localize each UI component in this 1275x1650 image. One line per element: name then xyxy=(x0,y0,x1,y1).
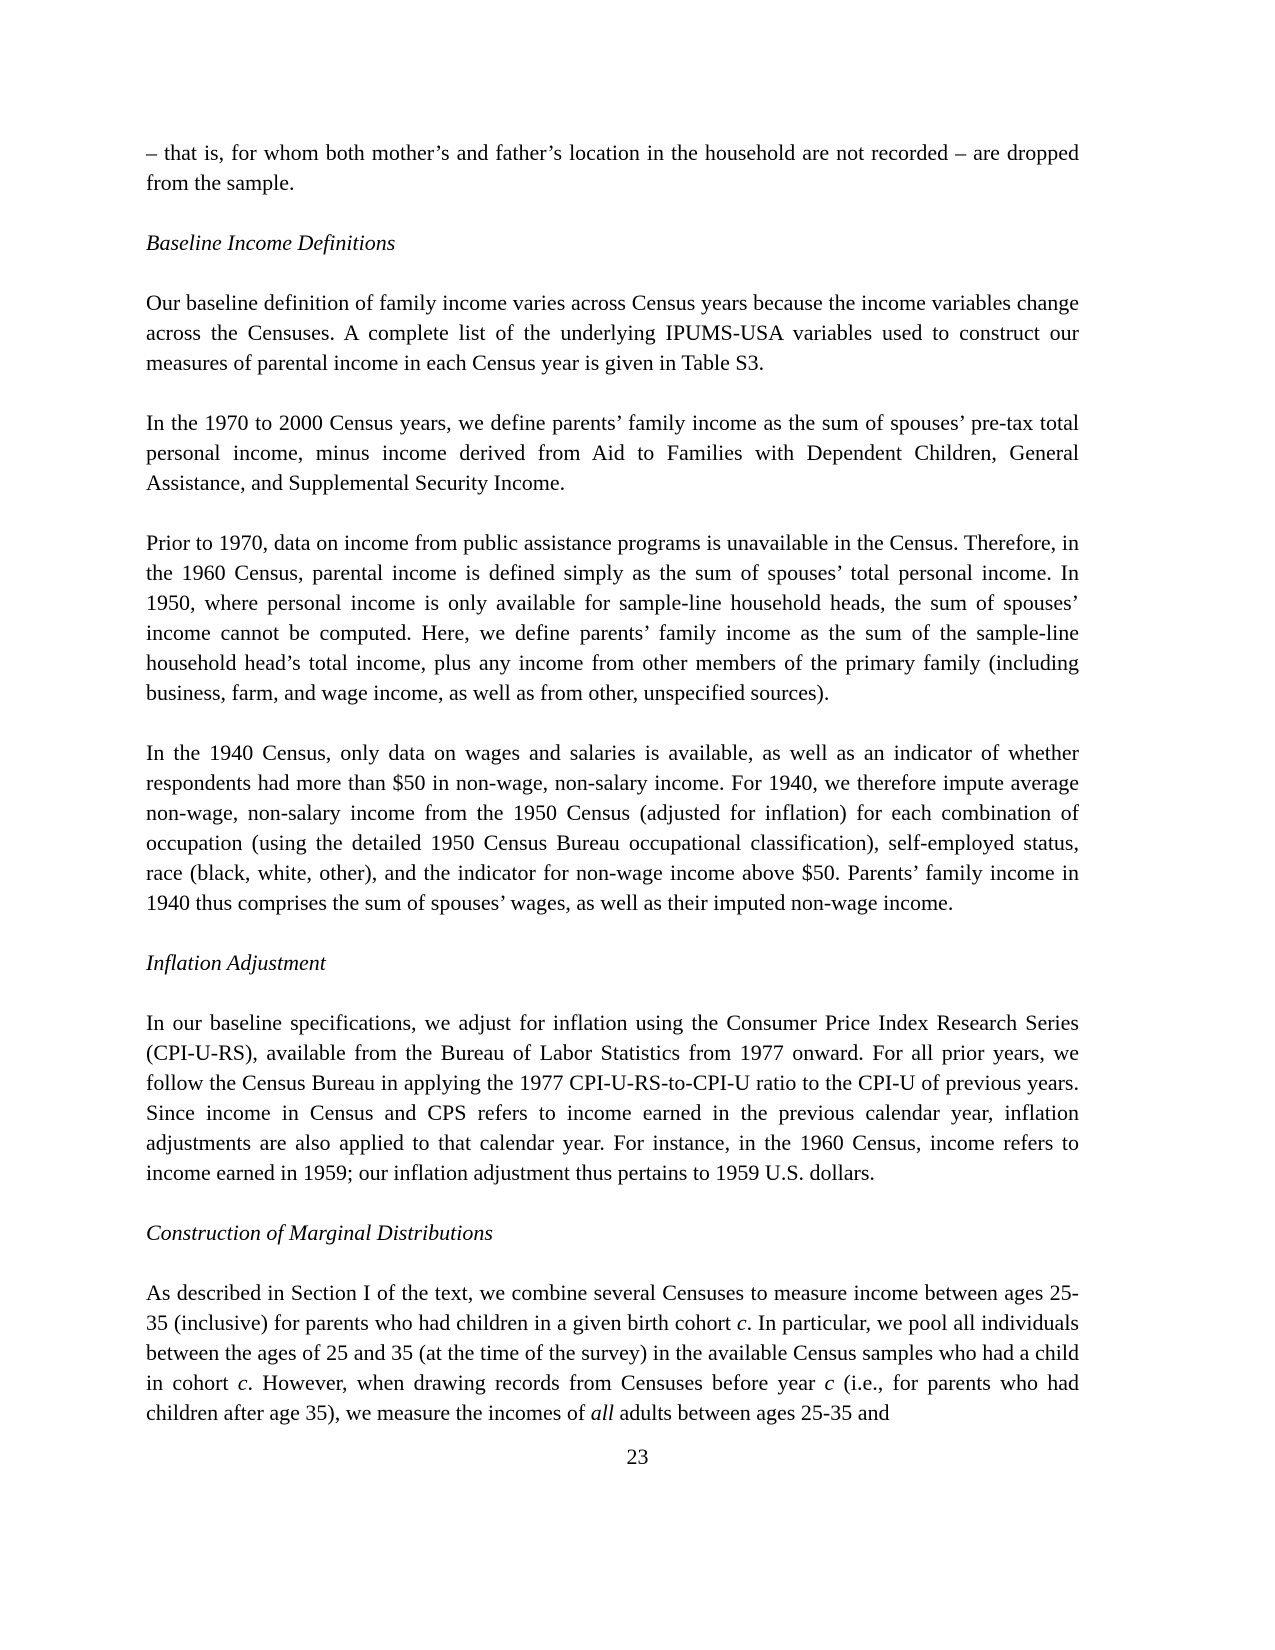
paragraph xyxy=(146,528,1079,708)
text-segment: Prior to 1970, data on income from public assistance programs is unavailable in the Census. Therefore, in the 1960 Census, parental income is defined simply as the sum of spouses’ total personal income. In 1950, where personal income is only available for sample-line household heads, the sum of spouses’ income cannot be computed. Here, we define parents’ family income as the sum of the sample-line household head’s total income, plus any income from other members of the primary family (including business, farm, and wage income, as well as from other, unspecified sources). xyxy=(146,530,1079,705)
text-segment: In the 1940 Census, only data on wages and salaries is available, as well as an indicator of whether respondents had more than $50 in non-wage, non-salary income. For 1940, we therefore impute average non-wage, non-salary income from the 1950 Census (adjusted for inflation) for each combination of occupation (using the detailed 1950 Census Bureau occupational classification), self-employed status, race (black, white, other), and the indicator for non-wage income above $50. Parents’ family income in 1940 thus comprises the sum of spouses’ wages, as well as their imputed non-wage income. xyxy=(146,740,1079,915)
italic-text: c xyxy=(736,1310,747,1335)
section-heading xyxy=(146,1218,1079,1248)
italic-text: c xyxy=(237,1370,248,1395)
text-segment: – that is, for whom both mother’s and father’s location in the household are not recorded – are dropped from the sample. xyxy=(146,140,1079,195)
text-segment: In the 1970 to 2000 Census years, we define parents’ family income as the sum of spouses’ pre-tax total personal income, minus income derived from Aid to Families with Dependent Children, General Assistance, and Supplemental Security Income. xyxy=(146,410,1079,495)
paragraph xyxy=(146,1008,1079,1188)
italic-text: c xyxy=(824,1370,835,1395)
text-segment: Construction of Marginal Distributions xyxy=(146,1220,493,1245)
text-segment: . In particular, we pool all individuals between the ages of 25 and 35 (at the time of the survey) in the available Census samples who had a child in cohort xyxy=(146,1310,1079,1395)
text-segment: (i.e., for parents who had children after age 35), we measure the incomes of xyxy=(146,1370,1079,1425)
text-segment: adults between ages 25-35 and xyxy=(613,1400,890,1425)
paragraph xyxy=(146,1278,1079,1428)
text-segment: As described in Section I of the text, we combine several Censuses to measure income between ages 25-35 (inclusive) for parents who had children in a given birth cohort xyxy=(146,1280,1079,1335)
paragraph xyxy=(146,408,1079,498)
section-heading xyxy=(146,228,1079,258)
section-heading xyxy=(146,948,1079,978)
paragraph xyxy=(146,288,1079,378)
text-segment: Inflation Adjustment xyxy=(146,950,326,975)
text-segment: . However, when drawing records from Censuses before year xyxy=(247,1370,825,1395)
text-segment: Our baseline definition of family income varies across Census years because the income variables change across the Censuses. A complete list of the underlying IPUMS-USA variables used to construct our measures of parental income in each Census year is given in Table S3. xyxy=(146,290,1079,375)
paragraph xyxy=(146,138,1079,198)
text-segment: In our baseline specifications, we adjust for inflation using the Consumer Price Index Research Series (CPI-U-RS), available from the Bureau of Labor Statistics from 1977 onward. For all prior years, we follow the Census Bureau in applying the 1977 CPI-U-RS-to-CPI-U ratio to the CPI-U of previous years. Since income in Census and CPS refers to income earned in the previous calendar year, inflation adjustments are also applied to that calendar year. For instance, in the 1960 Census, income refers to income earned in 1959; our inflation adjustment thus pertains to 1959 U.S. dollars. xyxy=(146,1010,1079,1185)
text-segment: Baseline Income Definitions xyxy=(146,230,396,255)
paragraph xyxy=(146,738,1079,918)
page-number: 23 xyxy=(626,1444,649,1469)
italic-text: all xyxy=(590,1400,614,1425)
document-body xyxy=(146,138,1079,1458)
